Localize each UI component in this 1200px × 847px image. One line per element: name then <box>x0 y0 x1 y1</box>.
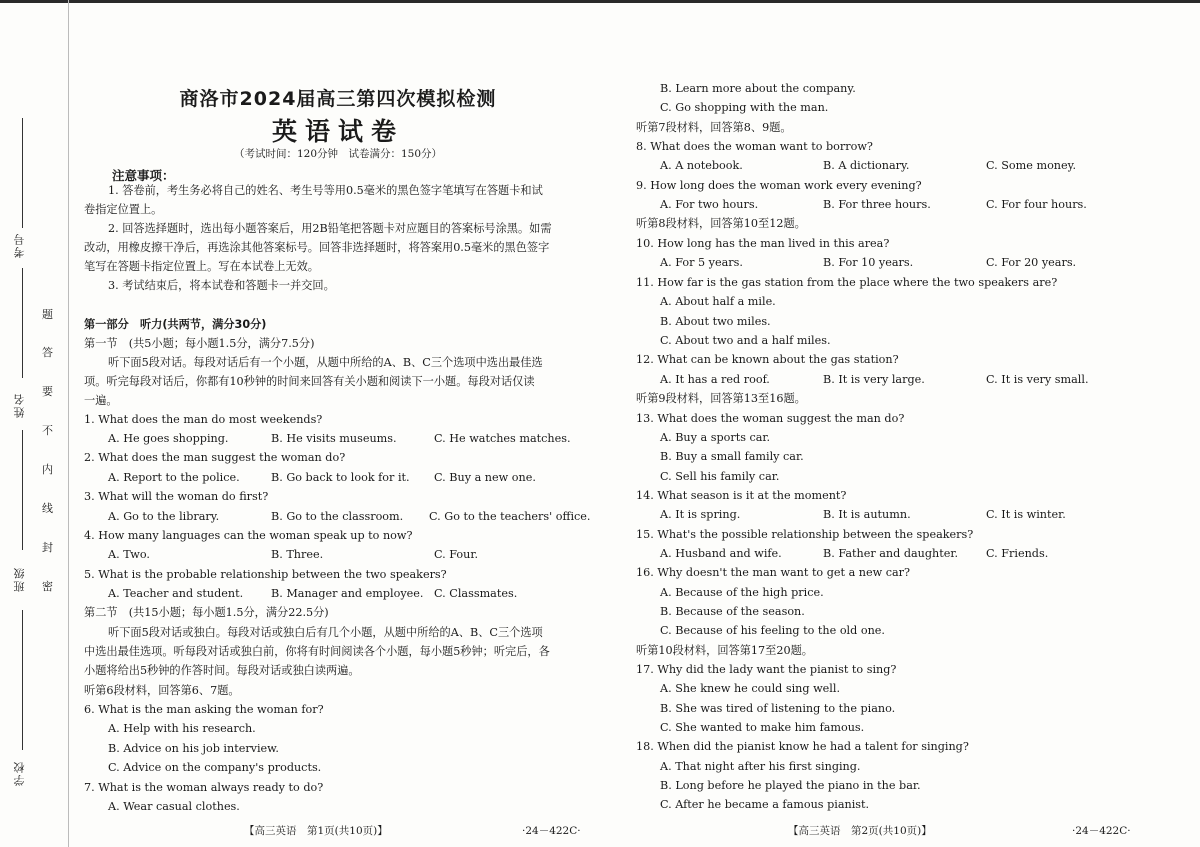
exam-no-line <box>22 118 23 228</box>
question-stem: 6. What is the man asking the woman for? <box>84 703 324 716</box>
question-stem: 1. What does the man do most weekends? <box>84 413 323 426</box>
option-c: C. Go shopping with the man. <box>660 101 829 114</box>
option-a: A. That night after his first singing. <box>660 760 861 773</box>
footer-page-label: 【高三英语 第1页(共10页)】 <box>244 825 388 837</box>
option-a: A. For 5 years. <box>660 256 743 269</box>
section2-heading: 第二节 (共15小题；每小题1.5分，满分22.5分) <box>84 606 329 619</box>
option-a: A. Help with his research. <box>108 722 256 735</box>
option-c: C. Go to the teachers' office. <box>429 510 591 523</box>
notice-line: 3. 考试结束后，将本试卷和答题卡一并交回。 <box>108 279 335 292</box>
footer-code: ·24－422C· <box>1072 825 1131 837</box>
option-b: B. Long before he played the piano in the bar. <box>660 779 921 792</box>
option-b: B. Three. <box>271 548 324 561</box>
option-c: C. She wanted to make him famous. <box>660 721 865 734</box>
section2-intro: 听下面5段对话或独白。每段对话或独白后有几个小题，从题中所给的A、B、C三个选项 <box>108 626 543 639</box>
option-c: C. Some money. <box>986 159 1077 172</box>
option-a: A. Teacher and student. <box>108 587 244 600</box>
question-stem: 9. How long does the woman work every evening? <box>636 179 922 192</box>
option-c: C. Sell his family car. <box>660 470 780 483</box>
footer-page-label: 【高三英语 第2页(共10页)】 <box>788 825 932 837</box>
notice-heading: 注意事项： <box>112 168 175 183</box>
option-c: C. It is very small. <box>986 373 1089 386</box>
question-stem: 11. How far is the gas station from the place where the two speakers are? <box>636 276 1058 289</box>
class-line <box>22 430 23 550</box>
option-a: A. Report to the police. <box>108 471 240 484</box>
option-b: B. Buy a small family car. <box>660 450 804 463</box>
option-a: A. She knew he could sing well. <box>660 682 841 695</box>
option-b: B. She was tired of listening to the piano. <box>660 702 896 715</box>
question-stem: 18. When did the pianist know he had a talent for singing? <box>636 740 969 753</box>
option-c: C. Friends. <box>986 547 1049 560</box>
seal-char: 答 <box>42 346 53 359</box>
binding-fold-line <box>68 0 69 847</box>
notice-line: 卷指定位置上。 <box>84 203 163 216</box>
class-label: 班级 <box>13 566 26 592</box>
option-c: C. About two and a half miles. <box>660 334 831 347</box>
footer-code: ·24－422C· <box>522 825 581 837</box>
option-a: A. A notebook. <box>660 159 743 172</box>
notice-line: 1. 答卷前，考生务必将自己的姓名、考生号等用0.5毫米的黑色签字笔填写在答题卡和试 <box>108 184 543 197</box>
school-label: 学校 <box>13 760 26 786</box>
name-line <box>22 268 23 378</box>
seal-char: 要 <box>42 385 53 398</box>
exam-no-label: 考号 <box>13 232 26 258</box>
name-label: 姓名 <box>13 392 26 418</box>
notice-line: 改动，用橡皮擦干净后，再选涂其他答案标号。回答非选择题时，将答案用0.5毫米的黑色签字 <box>84 241 550 254</box>
option-a: A. For two hours. <box>660 198 759 211</box>
section1-heading: 第一节 (共5小题；每小题1.5分，满分7.5分) <box>84 337 315 350</box>
seal-char: 题 <box>42 308 53 321</box>
option-b: B. Go to the classroom. <box>271 510 404 523</box>
seal-char: 密 <box>42 580 53 593</box>
question-stem: 8. What does the woman want to borrow? <box>636 140 873 153</box>
question-stem: 15. What's the possible relationship between the speakers? <box>636 528 974 541</box>
seal-char: 线 <box>42 502 53 515</box>
option-a: A. Wear casual clothes. <box>108 800 240 813</box>
section2-intro: 小题将给出5秒钟的作答时间。每段对话或独白读两遍。 <box>84 664 360 677</box>
seal-char: 不 <box>42 424 53 437</box>
seal-char: 封 <box>42 541 53 554</box>
exam-info: （考试时间：120分钟 试卷满分：150分） <box>233 148 443 160</box>
option-a: A. It is spring. <box>660 508 741 521</box>
option-c: C. Advice on the company's products. <box>108 761 322 774</box>
question-stem: 2. What does the man suggest the woman do? <box>84 451 346 464</box>
exam-title: 商洛市2024届高三第四次模拟检测 <box>179 88 497 110</box>
question-stem: 16. Why doesn't the man want to get a new car? <box>636 566 911 579</box>
material-heading: 听第7段材料，回答第8、9题。 <box>636 121 792 134</box>
question-stem: 12. What can be known about the gas station? <box>636 353 899 366</box>
option-c: C. For 20 years. <box>986 256 1077 269</box>
question-stem: 14. What season is it at the moment? <box>636 489 847 502</box>
option-c: C. Because of his feeling to the old one. <box>660 624 885 637</box>
option-c: C. Classmates. <box>434 587 518 600</box>
question-stem: 3. What will the woman do first? <box>84 490 269 503</box>
part1-heading: 第一部分 听力(共两节，满分30分) <box>84 318 267 331</box>
subject-title: 英语试卷 <box>271 117 404 146</box>
option-c: C. After he became a famous pianist. <box>660 798 870 811</box>
material-heading: 听第9段材料，回答第13至16题。 <box>636 392 806 405</box>
option-b: B. Learn more about the company. <box>660 82 856 95</box>
question-stem: 4. How many languages can the woman speak up to now? <box>84 529 413 542</box>
option-a: A. Go to the library. <box>108 510 220 523</box>
notice-line: 笔写在答题卡指定位置上。写在本试卷上无效。 <box>84 260 319 273</box>
option-b: B. He visits museums. <box>271 432 397 445</box>
section1-intro: 项。听完每段对话后，你都有10秒钟的时间来回答有关小题和阅读下一小题。每段对话仅读 <box>84 375 535 388</box>
notice-line: 2. 回答选择题时，选出每小题答案后，用2B铅笔把答题卡对应题目的答案标号涂黑。如需 <box>108 222 552 235</box>
option-b: B. About two miles. <box>660 315 771 328</box>
option-a: A. He goes shopping. <box>108 432 229 445</box>
question-stem: 10. How long has the man lived in this area? <box>636 237 890 250</box>
material-heading: 听第6段材料，回答第6、7题。 <box>84 684 240 697</box>
material-heading: 听第8段材料，回答第10至12题。 <box>636 217 806 230</box>
question-stem: 17. Why did the lady want the pianist to sing? <box>636 663 897 676</box>
option-b: B. Because of the season. <box>660 605 805 618</box>
question-stem: 5. What is the probable relationship between the two speakers? <box>84 568 447 581</box>
school-line <box>22 610 23 750</box>
question-stem: 13. What does the woman suggest the man do? <box>636 412 905 425</box>
option-a: A. Buy a sports car. <box>660 431 771 444</box>
seal-char: 内 <box>42 463 53 476</box>
option-b: B. For three hours. <box>823 198 931 211</box>
question-stem: 7. What is the woman always ready to do? <box>84 781 324 794</box>
option-c: C. For four hours. <box>986 198 1087 211</box>
option-a: A. It has a red roof. <box>660 373 770 386</box>
material-heading: 听第10段材料，回答第17至20题。 <box>636 644 813 657</box>
option-a: A. Two. <box>108 548 150 561</box>
option-b: B. Father and daughter. <box>823 547 959 560</box>
option-b: B. Go back to look for it. <box>271 471 410 484</box>
option-c: C. It is winter. <box>986 508 1066 521</box>
option-a: A. Because of the high price. <box>660 586 824 599</box>
option-b: B. For 10 years. <box>823 256 914 269</box>
option-c: C. Buy a new one. <box>434 471 536 484</box>
section1-intro: 听下面5段对话。每段对话后有一个小题，从题中所给的A、B、C三个选项中选出最佳选 <box>108 356 543 369</box>
option-c: C. Four. <box>434 548 479 561</box>
top-border <box>0 0 1200 3</box>
option-b: B. Advice on his job interview. <box>108 742 279 755</box>
option-b: B. Manager and employee. <box>271 587 424 600</box>
option-b: B. It is autumn. <box>823 508 911 521</box>
option-b: B. A dictionary. <box>823 159 910 172</box>
option-a: A. Husband and wife. <box>660 547 782 560</box>
option-b: B. It is very large. <box>823 373 925 386</box>
option-c: C. He watches matches. <box>434 432 571 445</box>
section2-intro: 中选出最佳选项。听每段对话或独白前，你将有时间阅读各个小题，每小题5秒钟；听完后，各 <box>84 645 550 658</box>
section1-intro: 一遍。 <box>84 394 118 407</box>
option-a: A. About half a mile. <box>660 295 776 308</box>
